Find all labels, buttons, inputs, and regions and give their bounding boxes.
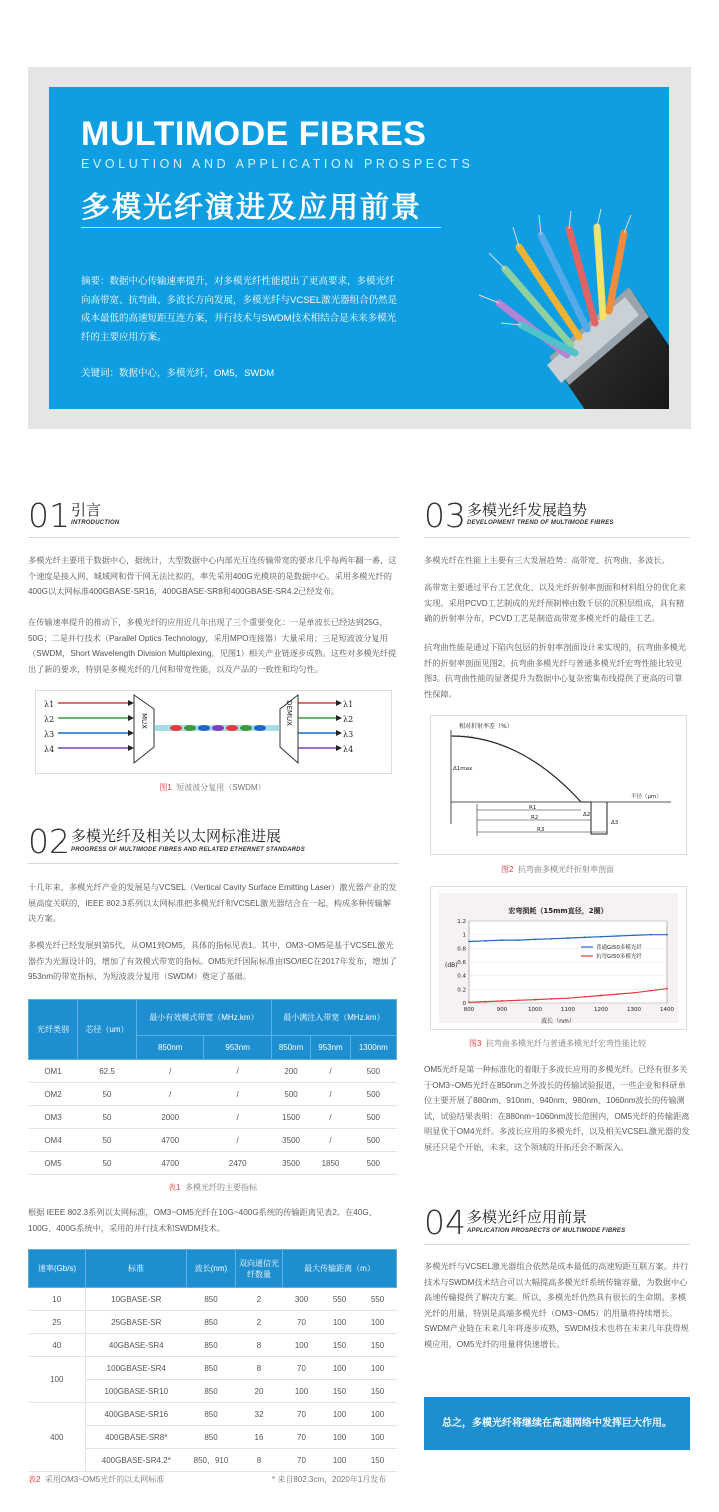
table-1-cell: 3500 [271,1152,310,1175]
sec3-paragraph-3: 抗弯曲性能是通过下陷内包层的折射率剖面设计来实现的，抗弯曲多模光纤的折射率剖面见图2。抗弯曲多模光纤与普通多模光纤宏弯性能比较见图3。抗弯曲性能的显著提升为数据中心复杂密集布线提供了更高的可靠性保障。 [424,643,687,699]
table-1-cell: / [204,1083,271,1106]
legend-label-1: 普通GI50多模光纤 [596,945,642,951]
series-2-point [485,1001,487,1003]
lambda-in-2: λ2 [44,715,55,724]
fig2-ylabel: 相对折射率差（%） [459,723,513,730]
table-2-cell-wl: 850 [187,1288,236,1311]
x-tick-label: 800 [463,1007,475,1013]
series-1-point [518,939,520,941]
fig2-r3: R3 [537,827,545,833]
table-1-label: 表1 [168,1183,181,1192]
table-1-cell: / [204,1060,271,1083]
fig2-delta1: Δ1max [453,766,473,772]
sec2-paragraph-2: 多模光纤已经发展到第5代，从OM1到OM5，具体的指标见表1。其中，OM3~OM5是基于VCSEL激光器作为光源设计的，增加了有效模式带宽的指标。OM5光纤国际标准由ISO/IEC在2017年发布，增加了953nm的带宽指标，为短波波分复用（SWDM）奠定了基础。 [28,941,397,982]
chart-xlabel: 波长（nm） [541,1018,575,1025]
table-2-cell-std: 400GBASE-SR16 [86,1403,187,1426]
figure-1-caption [35,782,390,793]
table-1-cell: 200 [271,1060,310,1083]
table-1-cell: / [311,1083,350,1106]
t1-header-core: 芯径（um） [78,1000,137,1060]
table-2-distance-cell: 550 [321,1288,359,1311]
sec1-title-cn: 引言 [71,502,102,519]
chart-title: 宏弯损耗（15mm直径，2圈） [508,907,608,915]
table-2-rate-cell: 25 [29,1311,86,1334]
fig2-r2: R2 [531,815,539,821]
sec3-title-en: DEVELOPMENT TREND OF MULTIMODE FIBRES [467,520,614,526]
sec3-paragraph-2: 高带宽主要通过平台工艺优化、以及光纤折射率剖面和材料组分的优化来实现。采用PCVD工艺制成的光纤预制棒由数千层的沉积层组成，具有精确的折射率分布，PCVD工艺是制造高带宽多模光纤的最佳工艺。 [424,583,687,624]
sec4-title-en: APPLICATION PROSPECTS OF MULTIMODE FIBRES [467,1228,626,1234]
table-1-cell: / [137,1060,204,1083]
sec4-divider [424,1244,690,1245]
t2-header-std: 标准 [86,1250,187,1288]
table-2-distance-cell: 100 [283,1334,321,1357]
figure-1-label: 图1 [159,783,172,792]
series-1-point [617,935,619,937]
table-2-cell-wl: 850，910 [187,1449,236,1472]
table-2-distance-cell: 70 [283,1357,321,1380]
table-2-distance-cell: 70 [283,1311,321,1334]
table-2-distance-cell: 150 [321,1334,359,1357]
t2-header-wl: 波长(nm) [187,1250,236,1288]
lambda-in-1: λ1 [44,700,55,709]
table-2-cell-n: 8 [236,1334,283,1357]
table-2-distance-cell: 100 [321,1426,359,1449]
table-2-distance-cell: 70 [283,1403,321,1426]
table-2-cell-std: 400GBASE-SR4.2* [86,1449,187,1472]
figure-3-caption-text: 抗弯曲多模光纤与普通多模光纤宏弯性能比较 [485,1039,646,1048]
fig2-r1: R1 [529,805,537,811]
series-2-point [551,998,553,1000]
table-2-ethernet-standards [28,1249,397,1472]
fig2-xlabel: 半径（μm） [631,794,662,800]
table-2-cell-n: 16 [236,1426,283,1449]
table-1-cell: OM2 [29,1083,78,1106]
table-2-label: 表2 [28,1475,41,1484]
table-1-cell: 4700 [137,1129,204,1152]
series-2-point [617,993,619,995]
series-1-point [501,939,503,941]
table-2-distance-cell: 550 [359,1288,397,1311]
table-2-row [29,1403,397,1426]
hero-abstract: 摘要：数据中心传输速率提升，对多模光纤性能提出了更高要求，多模光纤向高带宽、抗弯曲、多波长方向发展，多模光纤与VCSEL激光器组合仍然是成本最低的高速短距互连方案，并行技术与SWDM技术相结合是未来多模光纤的主要应用方案。 [81,276,398,343]
table-2-cell-wl: 850 [187,1334,236,1357]
x-tick-label: 1200 [594,1007,608,1013]
sec1-title-en: INTRODUCTION [71,520,120,526]
table-2-distance-cell: 100 [321,1403,359,1426]
series-1-point [666,934,668,936]
t1-header-emb: 最小有效模式带宽（MHz.km） [137,1000,272,1036]
sec1-paragraph-2: 在传输速率提升的推动下，多模光纤的应用近几年出现了三个重要变化：一是单波长已经达到25G、50G；二是并行技术（Parallel Optics Technology，采用MPO连接器）大量采用；三是短波波分复用（SWDM，Short Wavelength Division Multiplexing，见图1）相关产业链逐步成熟。这些对多模光纤提出了新的要求，特别是多模光纤的几何和带宽性能，以及产品的一致性和均匀性。 [28,618,397,674]
sec2-paragraph-1: 十几年来，多模光纤产业的发展是与VCSEL（Vertical Cavity Surface Emitting Laser）激光器产业的发展高度关联的，IEEE 802.3系列以太网标准把多模光纤和VCSEL激光器结合在一起，构成多种传输解决方案。 [28,883,397,924]
table-1-cell: 500 [350,1129,396,1152]
table-2-cell-wl: 850 [187,1426,236,1449]
table-2-row [29,1288,397,1311]
table-2-distance-cell: 100 [359,1357,397,1380]
figure-1-caption-text: 短波波分复用（SWDM） [176,783,266,792]
sec1-number: 01 [28,496,70,535]
table-2-footnote: * 来自802.3cm，2020年1月发布 [272,1475,387,1484]
sec2-title-cn: 多模光纤及相关以太网标准进展 [71,828,282,845]
sec3-paragraph-4: OM5光纤是第一种标准化的着眼于多波长应用的多模光纤。已经有很多关于OM3~OM5光纤在850nm之外波长的传输试验报道，一些企业和科研单位主要开展了880nm、910nm、940nm、980nm、1060nm波长的传输测试，试验结果表明：在880nm~1060nm波长范围内，OM5光纤的传输距离明显优于OM4光纤。多波长应用的多模光纤，以及相关VCSEL激光器的发展还只是个开始，未来，这个领域的开拓还会不断深入。 [424,1065,690,1152]
table-1-row [29,1060,397,1083]
y-tick-label: 1 [462,932,466,939]
table-2-distance-cell: 100 [359,1426,397,1449]
table-2-cell-std: 40GBASE-SR4 [86,1334,187,1357]
t1-sub-953b: 953nm [311,1036,350,1060]
t1-header-type: 光纤类别 [29,1000,78,1060]
table-2-rate-cell: 40 [29,1334,86,1357]
table-2-cell-n: 2 [236,1288,283,1311]
table-2-distance-cell: 300 [283,1288,321,1311]
table-1-row [29,1106,397,1129]
table-1-row [29,1083,397,1106]
fig2-delta3: Δ3 [611,820,619,826]
table-2-distance-cell: 150 [359,1334,397,1357]
t2-header-distance: 最大传输距离（m） [283,1250,397,1288]
table-2-cell-wl: 850 [187,1403,236,1426]
table-1-row [29,1129,397,1152]
figure-3-caption [430,1038,685,1049]
series-2-point [600,995,602,997]
sec4-title-cn: 多模光纤应用前景 [467,1209,588,1226]
table-2-distance-cell: 70 [283,1426,321,1449]
table-1-cell: 4700 [137,1152,204,1175]
table-2-distance-cell: 100 [359,1311,397,1334]
hero-subtitle-en: EVOLUTION AND APPLICATION PROSPECTS [81,157,474,171]
lambda-out-4: λ4 [343,745,354,754]
t2-header-rate: 速率(Gb/s) [29,1250,86,1288]
table-2-distance-cell: 150 [359,1449,397,1472]
series-2-point [534,999,536,1001]
table-2-cell-wl: 850 [187,1311,236,1334]
x-tick-label: 1300 [627,1007,641,1013]
table-2-distance-cell: 70 [283,1449,321,1472]
table-2-distance-cell: 100 [283,1380,321,1403]
table-1-caption-text: 多模光纤的主要指标 [184,1183,257,1192]
table-1-cell: 500 [350,1083,396,1106]
table-2-cell-n: 8 [236,1449,283,1472]
x-tick-label: 1400 [660,1007,674,1013]
fig2-delta2: Δ2 [583,812,591,818]
table-2-row [29,1357,397,1380]
series-1-point [485,940,487,942]
table-2-cell-n: 8 [236,1357,283,1380]
y-tick-label: 0.8 [457,946,466,953]
x-tick-label: 1000 [528,1007,542,1013]
table-1-row [29,1152,397,1175]
series-1-point [633,934,635,936]
table-2-cell-std: 100GBASE-SR10 [86,1380,187,1403]
series-2-point [567,997,569,999]
series-1-point [650,934,652,936]
series-1-point [468,941,470,943]
table-2-rate-cell: 10 [29,1288,86,1311]
table-1-cell: 500 [350,1152,396,1175]
t1-sub-953a: 953nm [204,1036,271,1060]
figure-3-label: 图3 [469,1039,482,1048]
table-1-cell: OM5 [29,1152,78,1175]
mux-label: MUX [140,713,148,729]
y-tick-label: 0.2 [457,987,466,994]
lambda-out-3: λ3 [343,730,354,739]
t2-header-count: 双向通信光纤数量 [236,1250,283,1288]
hero-divider [81,227,441,228]
table-1-cell: / [137,1083,204,1106]
y-tick-label: 0.4 [457,973,466,980]
table-1-cell: 3500 [271,1129,310,1152]
lambda-in-4: λ4 [44,745,55,754]
figure-2-caption-text: 抗弯曲多模光纤折射率剖面 [517,865,614,874]
table-1-cell: / [311,1060,350,1083]
table-1-cell: 2000 [137,1106,204,1129]
table-2-distance-cell: 150 [359,1380,397,1403]
table-1-cell: 50 [78,1083,137,1106]
table-1-cell: / [311,1106,350,1129]
table-2-distance-cell: 150 [321,1380,359,1403]
table-2-row [29,1334,397,1357]
hero-banner [49,87,669,409]
sec2-title-en: PROGRESS OF MULTIMODE FIBRES AND RELATED ETHERNET STANDARDS [71,847,305,853]
table-2-row [29,1311,397,1334]
t1-sub-1300: 1300nm [350,1036,396,1060]
table-2-cell-wl: 850 [187,1380,236,1403]
table-2-cell-n: 2 [236,1311,283,1334]
demux-label: DEMUX [285,700,293,726]
chart-ylabel: (dB) [445,962,458,969]
sec4-paragraph-1: 多模光纤与VCSEL激光器组合依然是成本最低的高速短距互联方案。并行技术与SWDM技术结合可以大幅提高多模光纤系统传输容量，为数据中心高速传输提供了解决方案。所以，多模光纤仍然具有很长的生命期。多模光纤的用量，特别是高端多模光纤（OM3~OM5）的用量将持续增长。SWDM产业链在未来几年将逐步成熟，SWDM技术也将在未来几年获得规模应用，OM5光纤的用量将快速增长。 [424,1262,689,1349]
legend-label-2: 抗弯GI50多模光纤 [596,954,642,960]
table-1-cell: 50 [78,1106,137,1129]
sec1-paragraph-1: 多模光纤主要用于数据中心，据统计，大型数据中心内部光互连传输带宽的要求几乎每两年翻一番，这个速度是接入网、城域网和骨干网无法比拟的，率先采用400G光模块的是数据中心。采用多模光纤的400G以太网标准400GBASE-SR16，400GBASE-SR8和400GBASE-SR4.2已经发布。 [28,556,397,597]
lambda-in-3: λ3 [44,730,55,739]
conclusion-banner: 总之，多模光纤将继续在高速网络中发挥巨大作用。 [424,1397,690,1450]
table-2-rate-cell: 100 [29,1357,86,1403]
hero-title-en: MULTIMODE FIBRES [81,115,427,153]
table-1-cell: 62.5 [78,1060,137,1083]
sec3-paragraph-1: 多模光纤在性能上主要有三大发展趋势：高带宽、抗弯曲、多波长。 [424,556,670,565]
table-1-cell: / [311,1129,350,1152]
table-2-cell-std: 10GBASE-SR [86,1288,187,1311]
table-2-caption-text: 采用OM3~OM5光纤的以太网标准 [44,1475,165,1484]
series-2-point [633,992,635,994]
table-1-cell: OM1 [29,1060,78,1083]
table-1-cell: 1850 [311,1152,350,1175]
table-1-cell: 2470 [204,1152,271,1175]
table-1-cell: OM4 [29,1129,78,1152]
macrobend-chart-svg [431,887,686,1029]
table-1-cell: 500 [350,1060,396,1083]
table-2-cell-n: 32 [236,1403,283,1426]
t1-sub-850a: 850nm [137,1036,204,1060]
table-2-rate-cell: 400 [29,1403,86,1472]
y-tick-label: 0.6 [457,960,466,966]
sec1-divider [28,537,399,538]
fiber-cable-image [449,207,669,409]
series-2-point [501,1000,503,1002]
sec3-number: 03 [424,496,466,535]
lambda-out-1: λ1 [343,700,354,709]
y-tick-label: 1.2 [457,919,466,925]
lambda-out-2: λ2 [343,715,354,724]
series-2-point [666,988,668,990]
series-1-point [600,936,602,938]
table-2-cell-std: 100GBASE-SR4 [86,1357,187,1380]
y-tick-label: 0 [462,1001,466,1007]
series-1-point [534,939,536,941]
table-2-cell-n: 20 [236,1380,283,1403]
table-1-cell: / [204,1106,271,1129]
series-1-point [567,937,569,939]
hero-title-cn: 多模光纤演进及应用前景 [81,192,423,224]
table-1-cell: OM3 [29,1106,78,1129]
series-2-point [468,1001,470,1003]
series-2-point [518,999,520,1001]
table-2-cell-std: 25GBASE-SR [86,1311,187,1334]
table-2-distance-cell: 100 [321,1357,359,1380]
table-1-cell: 500 [350,1106,396,1129]
series-1-point [551,938,553,940]
table-1-cell: / [204,1129,271,1152]
table-1-caption [28,1182,397,1193]
hero-keywords: 关键词：数据中心，多模光纤，OM5，SWDM [81,368,275,379]
figure-2-caption [430,864,685,875]
figure-3-macrobend-chart [430,886,687,1030]
table-2-distance-cell: 100 [321,1311,359,1334]
table-2-distance-cell: 100 [359,1403,397,1426]
table-1-fiber-specs [28,999,397,1175]
table-1-cell: 500 [271,1083,310,1106]
table-1-cell: 50 [78,1152,137,1175]
t1-header-ofl: 最小满注入带宽（MHz.km） [271,1000,396,1036]
series-2-point [650,990,652,992]
table-2-caption [28,1474,164,1485]
x-tick-label: 900 [496,1007,508,1013]
figure-2-label: 图2 [501,865,514,874]
figure-1-swdm [35,690,392,774]
sec3-divider [424,537,690,538]
sec3-title-cn: 多模光纤发展趋势 [467,502,588,519]
table-1-cell: 50 [78,1129,137,1152]
series-1-point [584,937,586,939]
sec2-divider [28,863,399,864]
series-2-point [584,996,586,998]
table-1-cell: 1500 [271,1106,310,1129]
sec4-number: 04 [424,1203,466,1242]
table-2-distance-cell: 100 [321,1449,359,1472]
sec2-number: 02 [28,822,70,861]
x-tick-label: 1100 [561,1007,575,1013]
figure-2-index-profile [430,715,687,855]
table-2-cell-wl: 850 [187,1357,236,1380]
table-2-cell-std: 400GBASE-SR8* [86,1426,187,1449]
t1-sub-850b: 850nm [271,1036,310,1060]
sec2-paragraph-3: 根据 IEEE 802.3系列以太网标准，OM3~OM5光纤在10G~400G系统的传输距离见表2。在40G、100G、400G系统中，采用的并行技术和SWDM技术。 [28,1208,377,1233]
